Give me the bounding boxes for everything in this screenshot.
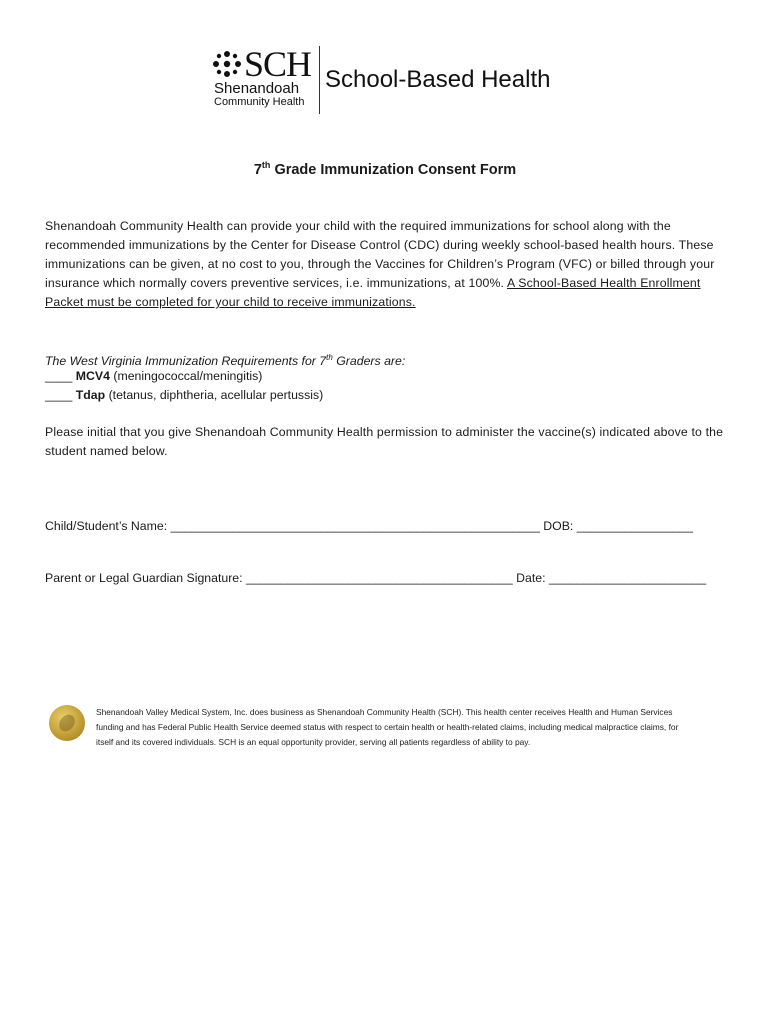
form-title: 7th Grade Immunization Consent Form — [253, 160, 517, 178]
logo-sch-text: SCH — [244, 44, 312, 84]
student-name-dob-field[interactable]: Child/Student’s Name: ______________________________________________________ DOB: _________________ — [45, 519, 694, 533]
ftca-seal-icon — [49, 705, 85, 741]
sch-star-mark-icon — [212, 50, 242, 78]
logo-name-line2: Community Health — [214, 96, 305, 108]
permission-paragraph: Please initial that you give Shenandoah Community Health permission to administer the vaccine(s) indicated above to the student named below. — [45, 425, 724, 458]
requirement-mcv4[interactable]: ____ MCV4 (meningococcal/meningitis) — [45, 369, 263, 383]
sch-logo — [210, 46, 570, 114]
enrollment-note: A School-Based Health Enrollment Packet must be completed for your child to receive immunizations. — [45, 276, 701, 309]
requirement-tdap[interactable]: ____ Tdap (tetanus, diphtheria, acellular pertussis) — [45, 388, 324, 402]
logo-division: School-Based Health — [325, 66, 551, 93]
guardian-signature-date-field[interactable]: Parent or Legal Guardian Signature: _______________________________________ Date: _______________________ — [45, 571, 707, 585]
logo-name-line1: Shenandoah — [214, 80, 300, 97]
requirements-heading: The West Virginia Immunization Requirements for 7th Graders are: — [45, 353, 406, 369]
footer-disclaimer: Shenandoah Valley Medical System, Inc. does business as Shenandoah Community Health (SCH). This health center receives Health and Human Services funding and has Federal Public Health Service deemed status with respect to certain health or health-related claims, including medical malpractice claims, for itself and its covered individuals. SCH is an equal opportunity provider, serving all patients regardless of ability to pay. — [96, 707, 679, 747]
intro-paragraph: Shenandoah Community Health can provide your child with the required immunizations for school along with the recommended immunizations by the Center for Disease Control (CDC) during weekly school-based health hours. These immunizations can be given, at no cost to you, through the Vaccines for Children’s Program (VFC) or billed through your insurance which normally covers preventive services, i.e. immunizations, at 100%. A School-Based Health Enrollment Packet must be completed for your child to receive immunizations. — [45, 219, 715, 309]
logo-divider — [319, 46, 320, 114]
